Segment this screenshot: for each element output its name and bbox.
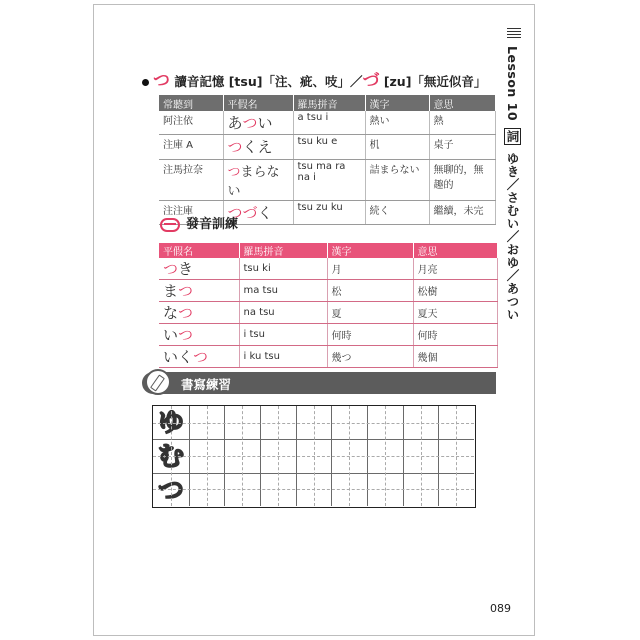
grid-guide-line: [153, 456, 474, 457]
kana-cell: つき: [159, 258, 239, 280]
col-header: 常聽到: [159, 95, 223, 111]
table-row: [159, 258, 497, 280]
heard-cell: 注注庫: [159, 201, 223, 225]
kana-cell: つづく: [223, 201, 293, 225]
table-row: [159, 135, 495, 160]
kanji-cell: 松: [327, 280, 413, 302]
table-row: [159, 324, 497, 346]
kana-cell: あつい: [223, 111, 293, 135]
practice-title: 發音訓練: [186, 217, 239, 232]
romaji-cell: a tsu i: [293, 111, 365, 135]
romaji-cell: tsu zu ku: [293, 201, 365, 225]
col-header: 意思: [429, 95, 495, 111]
heading-text-2: [zu]「無近似音」: [383, 74, 487, 89]
romaji-cell: tsu ki: [239, 258, 327, 280]
table-row: [159, 302, 497, 324]
kana-cell: つまらない: [223, 160, 293, 201]
col-header: 羅馬拼音: [239, 243, 327, 258]
grid-guide-line: [153, 423, 474, 424]
kanji-cell: 机: [365, 135, 429, 160]
side-text: [503, 46, 521, 321]
col-header: 漢字: [327, 243, 413, 258]
heard-cell: 注馬拉奈: [159, 160, 223, 201]
kana-cell: いくつ: [159, 346, 239, 368]
col-header: 漢字: [365, 95, 429, 111]
table-row: [159, 280, 497, 302]
sample-kana-mu: む: [157, 442, 184, 472]
lips-icon: [160, 218, 180, 232]
heard-cell: 阿注依: [159, 111, 223, 135]
romaji-cell: na tsu: [239, 302, 327, 324]
romaji-cell: i tsu: [239, 324, 327, 346]
kanji-cell: 詰まらない: [365, 160, 429, 201]
col-header: 意思: [413, 243, 497, 258]
meaning-cell: 月亮: [413, 258, 497, 280]
heading-text-1: 讀音記憶 [tsu]「注、疵、吱」／: [174, 74, 363, 89]
meaning-cell: 桌子: [429, 135, 495, 160]
col-header: 平假名: [223, 95, 293, 111]
sample-kana-tsu: つ: [157, 476, 184, 506]
practice-table: [159, 243, 498, 368]
lesson-tag: 詞: [505, 129, 520, 143]
lesson-label: Lesson 10: [505, 46, 520, 122]
bullet-icon: [142, 79, 149, 86]
col-header: 羅馬拼音: [293, 95, 365, 111]
kanji-cell: 続く: [365, 201, 429, 225]
meaning-cell: 夏天: [413, 302, 497, 324]
meaning-cell: 松樹: [413, 280, 497, 302]
kanji-cell: 月: [327, 258, 413, 280]
col-header: 平假名: [159, 243, 239, 258]
meaning-cell: 繼續，未完: [429, 201, 495, 225]
meaning-cell: 熱: [429, 111, 495, 135]
page-number: 089: [490, 602, 511, 615]
pencil-icon: [145, 369, 171, 395]
meaning-cell: 無聊的，無趣的: [429, 160, 495, 201]
grid-guide-line: [153, 489, 474, 490]
section-heading: [142, 66, 486, 91]
kanji-cell: 夏: [327, 302, 413, 324]
table-row: [159, 111, 495, 135]
heading-kana: つ: [153, 71, 170, 91]
writing-grid: [152, 405, 476, 508]
table-row: [159, 346, 497, 368]
kanji-cell: 何時: [327, 324, 413, 346]
table-row: [159, 160, 495, 201]
meaning-cell: 幾個: [413, 346, 497, 368]
romaji-cell: ma tsu: [239, 280, 327, 302]
heading-kana-dakuten: づ: [362, 71, 380, 91]
writing-title: 書寫練習: [181, 377, 232, 392]
kanji-cell: 幾つ: [327, 346, 413, 368]
lesson-words: ゆき／さむい／おゆ／あつい: [505, 151, 520, 321]
heard-cell: 注庫 A: [159, 135, 223, 160]
sample-kana-yu: ゆ: [157, 408, 184, 438]
practice-heading: [160, 213, 238, 232]
kana-cell: まつ: [159, 280, 239, 302]
romaji-cell: i ku tsu: [239, 346, 327, 368]
kana-cell: なつ: [159, 302, 239, 324]
kanji-cell: 熱い: [365, 111, 429, 135]
kana-cell: いつ: [159, 324, 239, 346]
romaji-cell: tsu ku e: [293, 135, 365, 160]
romaji-cell: tsu ma ra na i: [293, 160, 365, 201]
lesson-side-tab: [503, 28, 527, 321]
tick-marks: [507, 28, 521, 42]
meaning-cell: 何時: [413, 324, 497, 346]
vocab-table: [159, 95, 496, 225]
kana-cell: つくえ: [223, 135, 293, 160]
